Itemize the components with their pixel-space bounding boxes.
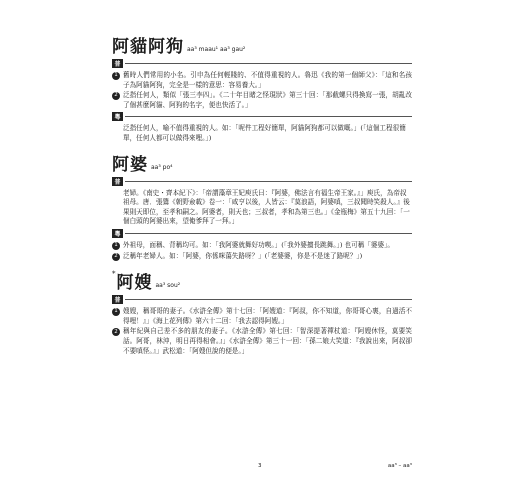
headword-text: 阿貓阿狗 bbox=[112, 37, 184, 57]
putonghua-tag: 普 bbox=[112, 59, 123, 68]
section-header bbox=[112, 112, 412, 121]
section-header bbox=[112, 229, 412, 238]
romanization: aa³ sou² bbox=[155, 282, 181, 290]
dictionary-page bbox=[112, 38, 412, 357]
divider bbox=[125, 181, 412, 182]
divider bbox=[125, 233, 412, 234]
cantonese-tag: 粵 bbox=[112, 229, 123, 238]
definition-text: 老婦。《南史・齊本紀下》：「帝謂藻章王妃庾氏曰：『阿婆，佛法言有福生帝王家。』」庾氏，為帝叔祖母。唐．張鷟《朝野僉載》卷一：「咸亨以後，人皆云：『莫浪語，阿婆嗔，三叔聞時笑殺人。』後果則天即位，至孝和嗣之。阿婆者，則天也；三叔者，孝和為第三也。」《金瓶梅》第五十九回：「一個白頭的阿婆出來，望俺爹拜了一拜。」 bbox=[123, 188, 410, 226]
putonghua-tag: 普 bbox=[112, 177, 123, 186]
definition-text: 稱年紀與自己差不多的朋友的妻子。《水滸全傳》第七回：「智深提著禪杖道：『阿嫂休怪，莫要笑話。阿哥，林沖，明日再得相會。』」《水滸全傳》第三十一回：「孫二娘大笑道：『我說出來，阿叔卻不要嗔怪。』」武松道：「阿嫂但說的便是。」 bbox=[123, 327, 412, 355]
divider bbox=[125, 116, 412, 117]
sense-number: 2 bbox=[112, 92, 120, 100]
definition-text: 外祖母，面稱、背稱均可。如：「我阿婆就舞好功喫。」(「我外婆擅長跳舞。」) 也可稱「婆婆」。 bbox=[123, 240, 394, 249]
section-header bbox=[112, 59, 412, 68]
entry-headword bbox=[112, 156, 412, 174]
running-head-range: aa³ – aa³ bbox=[387, 463, 412, 469]
romanization: aa³ maau¹ aa³ gau² bbox=[187, 46, 246, 53]
sense-number: 1 bbox=[112, 308, 120, 316]
divider bbox=[125, 63, 412, 64]
cantonese-tag: 粵 bbox=[112, 112, 123, 121]
star-marker: * bbox=[112, 270, 116, 279]
definition-item bbox=[112, 241, 412, 251]
sense-number: 1 bbox=[112, 72, 120, 80]
definition-text: 舊時人們常用的小名。引申為任何輕賤的、不值得重視的人。魯迅《我的第一個師父》：「這和名孩子為阿貓阿狗，完全是一樣的意思：容易養大。」 bbox=[123, 71, 412, 89]
page-number: 3 bbox=[258, 463, 262, 469]
definition-item bbox=[112, 307, 412, 326]
page-footer bbox=[112, 463, 412, 473]
headword-text: 阿嫂 bbox=[116, 273, 153, 294]
section-header bbox=[112, 177, 412, 186]
divider bbox=[125, 299, 412, 300]
definition-text: 泛指任何人，類似「張三李四」。《二十年目睹之怪現狀》第三十回：「那截螺只得換寫一張，胡亂改了個甚麼阿貓、阿狗的名字，便也快活了。」 bbox=[123, 91, 412, 109]
definition-text: 泛指任何人，喻不值得重視的人。如：「呢件工程好簡單，阿貓阿狗都可以做嘅。」(「這個工程很簡單，任何人都可以做得來哩。」) bbox=[123, 124, 406, 142]
definition-item bbox=[112, 71, 412, 90]
definition-item bbox=[112, 91, 412, 110]
sense-number: 2 bbox=[112, 253, 120, 261]
entry-headword bbox=[112, 38, 412, 56]
definition-text: 嫂嫂，稱哥哥的妻子。《水滸全傳》第十七回：「阿嫂道：『阿叔，你不知道，你哥哥心裏，自過活不得哩！』」《海上花列傳》第六十二回：「我去認得阿嫂。」 bbox=[123, 307, 412, 325]
romanization: aa³ po⁴ bbox=[151, 163, 173, 171]
putonghua-tag: 普 bbox=[112, 295, 123, 304]
sense-number: 1 bbox=[112, 242, 120, 250]
definition-text: 泛稱年老婦人。如：「阿婆，你係咪蕩失路呀？」(「老婆婆，你是不是迷了路呢？」) bbox=[123, 251, 363, 260]
headword-text: 阿婆 bbox=[112, 154, 148, 175]
definition-item bbox=[112, 252, 412, 262]
entry-headword bbox=[112, 270, 412, 294]
definition-item bbox=[112, 327, 412, 356]
section-header bbox=[112, 295, 412, 304]
sense-number: 2 bbox=[112, 328, 120, 336]
